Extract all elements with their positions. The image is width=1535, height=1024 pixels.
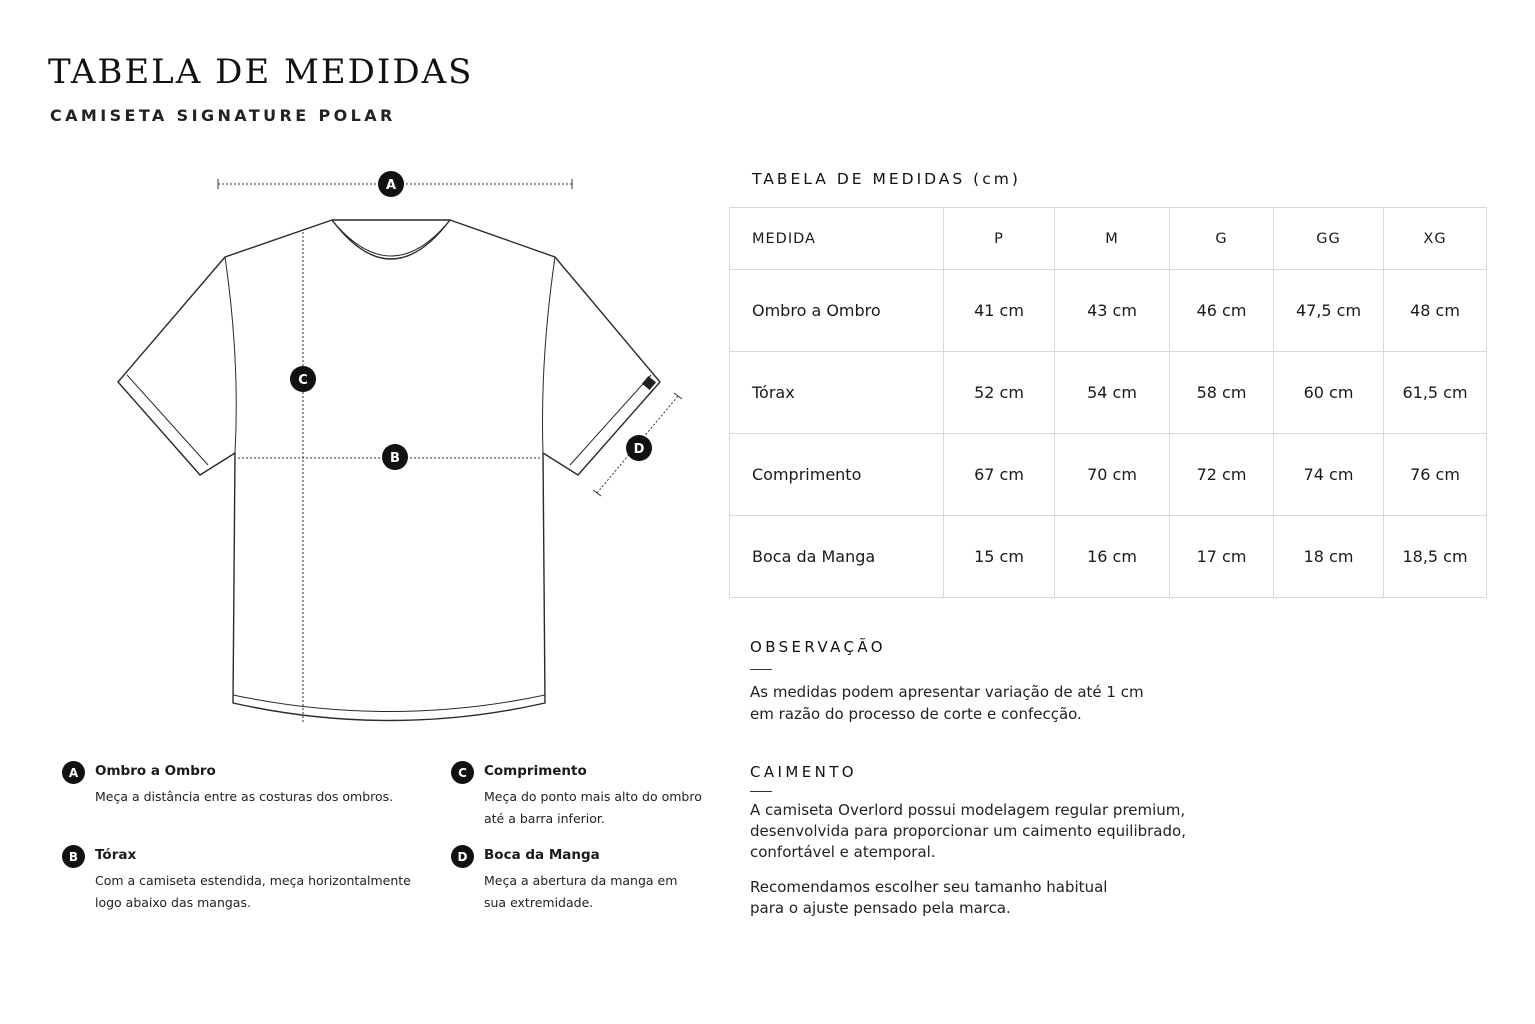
legend-desc-line: até a barra inferior.: [484, 811, 605, 826]
table-cell: 61,5 cm: [1384, 352, 1487, 434]
shirt-right-sleeve-seam: [543, 257, 556, 453]
table-cell: 41 cm: [944, 270, 1055, 352]
row-label: Ombro a Ombro: [730, 270, 944, 352]
badge-a-label: A: [385, 178, 397, 193]
row-label: Boca da Manga: [730, 516, 944, 598]
column-header-p: P: [944, 208, 1055, 270]
badge-c: [290, 366, 316, 392]
caimento-line: para o ajuste pensado pela marca.: [750, 899, 1011, 917]
table-cell: 17 cm: [1170, 516, 1274, 598]
legend-badge-a: A: [62, 761, 85, 784]
table-cell: 58 cm: [1170, 352, 1274, 434]
table-cell: 54 cm: [1055, 352, 1170, 434]
table-cell: 43 cm: [1055, 270, 1170, 352]
hem-seam: [233, 695, 545, 712]
badge-b-label: B: [390, 451, 400, 466]
table-cell: 60 cm: [1274, 352, 1384, 434]
observacao-line: em razão do processo de corte e confecção.: [750, 705, 1082, 723]
badge-a: [378, 171, 404, 197]
table-cell: 76 cm: [1384, 434, 1487, 516]
column-header-xg: XG: [1384, 208, 1487, 270]
legend-desc-d: [484, 870, 784, 914]
caimento-line: confortável e atemporal.: [750, 843, 936, 861]
shirt-left-sleeve-seam: [225, 257, 236, 453]
caimento-heading: CAIMENTO: [750, 763, 857, 781]
legend-desc-line: Meça do ponto mais alto do ombro: [484, 789, 702, 804]
caimento-paragraph-2: [750, 877, 1230, 919]
table-cell: 18 cm: [1274, 516, 1384, 598]
caimento-line: desenvolvida para proporcionar um caimento equilibrado,: [750, 822, 1186, 840]
shirt-collar: [332, 220, 450, 259]
table-cell: 15 cm: [944, 516, 1055, 598]
table-cell: 48 cm: [1384, 270, 1487, 352]
badge-d: [626, 435, 652, 461]
legend-badge-d: D: [451, 845, 474, 868]
legend-desc-line: Meça a distância entre as costuras dos ombros.: [95, 789, 394, 804]
table-row: [730, 270, 1487, 352]
badge-d-label: D: [633, 442, 645, 457]
legend-desc-c: [484, 786, 784, 830]
table-row: [730, 434, 1487, 516]
table-cell: 52 cm: [944, 352, 1055, 434]
legend-desc-a: [95, 786, 395, 808]
column-header-g: G: [1170, 208, 1274, 270]
observacao-heading: OBSERVAÇÃO: [750, 638, 887, 656]
observacao-line: As medidas podem apresentar variação de até 1 cm: [750, 683, 1144, 701]
legend-desc-b: [95, 870, 411, 914]
caimento-paragraph-1: [750, 800, 1230, 863]
column-header-medida: MEDIDA: [730, 208, 944, 270]
size-table-heading: TABELA DE MEDIDAS (cm): [752, 170, 1021, 188]
column-header-gg: GG: [1274, 208, 1384, 270]
legend-desc-line: Com a camiseta estendida, meça horizontalmente: [95, 873, 411, 888]
shirt-collar-inner: [337, 226, 445, 256]
table-header-row: [730, 208, 1487, 270]
table-cell: 46 cm: [1170, 270, 1274, 352]
page-subtitle: CAMISETA SIGNATURE POLAR: [50, 106, 396, 125]
row-label: Comprimento: [730, 434, 944, 516]
legend-desc-line: sua extremidade.: [484, 895, 594, 910]
table-cell: 47,5 cm: [1274, 270, 1384, 352]
observacao-text: [750, 681, 1230, 725]
badge-c-label: C: [298, 373, 308, 388]
shirt-outline: [118, 220, 660, 721]
badge-b: [382, 444, 408, 470]
legend-title-b: Tórax: [95, 847, 137, 863]
observacao-rule: [750, 669, 772, 670]
table-cell: 67 cm: [944, 434, 1055, 516]
row-label: Tórax: [730, 352, 944, 434]
legend-badge-b: B: [62, 845, 85, 868]
legend-badge-c: C: [451, 761, 474, 784]
table-cell: 16 cm: [1055, 516, 1170, 598]
tshirt-diagram: [100, 160, 690, 740]
column-header-m: M: [1055, 208, 1170, 270]
caimento-line: Recomendamos escolher seu tamanho habitual: [750, 878, 1108, 896]
table-cell: 18,5 cm: [1384, 516, 1487, 598]
table-cell: 74 cm: [1274, 434, 1384, 516]
table-row: [730, 516, 1487, 598]
table-cell: 70 cm: [1055, 434, 1170, 516]
legend-title-d: Boca da Manga: [484, 847, 600, 863]
caimento-line: A camiseta Overlord possui modelagem regular premium,: [750, 801, 1186, 819]
legend-title-a: Ombro a Ombro: [95, 763, 216, 779]
legend-title-c: Comprimento: [484, 763, 587, 779]
legend-desc-line: Meça a abertura da manga em: [484, 873, 678, 888]
left-cuff-seam: [127, 375, 208, 465]
table-row: [730, 352, 1487, 434]
legend-desc-line: logo abaixo das mangas.: [95, 895, 251, 910]
table-cell: 72 cm: [1170, 434, 1274, 516]
size-table: [729, 207, 1487, 598]
caimento-rule: [750, 791, 772, 792]
page-title: TABELA DE MEDIDAS: [48, 52, 474, 92]
